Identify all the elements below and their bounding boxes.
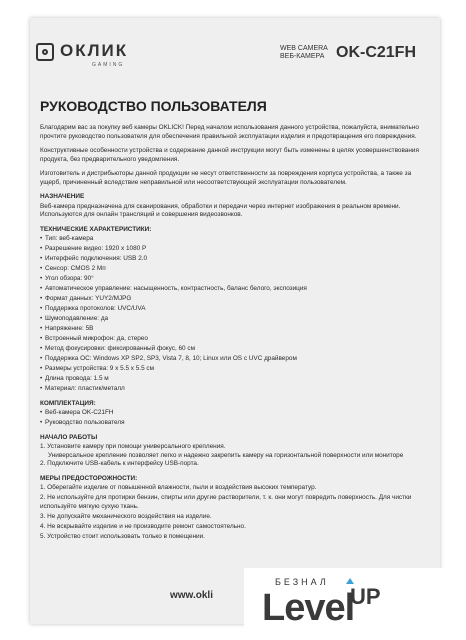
spec-text: Материал: пластик/металл <box>45 385 125 392</box>
spec-text: Длина провода: 1.5 м <box>45 375 109 382</box>
kit-heading: КОМПЛЕКТАЦИЯ: <box>40 399 96 407</box>
spec-text: Интерфейс подключения: USB 2.0 <box>45 255 148 262</box>
spec-text: Встроенный микрофон: да, стерео <box>45 335 148 342</box>
spec-text: Шумоподавление: да <box>45 315 109 322</box>
spec-item: • Угол обзора: 90° <box>40 275 94 282</box>
spec-item: • Напряжение: 5В <box>40 325 94 332</box>
spec-item: • Размеры устройства: 9 x 5.5 x 5.5 см <box>40 365 154 372</box>
intro-paragraph: Благодарим вас за покупку веб камеры OKLICK! Перед началом использования данного устройства, пожалуйста, внимательно прочтите руководство пользователя для обеспечения правильной эксплуатации изделия и предотвращения его повреждения. <box>40 124 419 140</box>
spec-item: • Встроенный микрофон: да, стерео <box>40 335 148 342</box>
safety-item: 3. Не допускайте механического воздействия на изделие. <box>40 512 212 520</box>
oklick-logo-icon <box>36 43 54 61</box>
spec-item: • Автоматическое управление: насыщенность, контрастность, баланс белого, экспозиция <box>40 285 307 292</box>
watermark-logo-text: Level <box>262 587 355 629</box>
spec-item: • Разрешение видео: 1920 x 1080 P <box>40 245 147 252</box>
footer-site: www.okli <box>170 590 213 601</box>
spec-item: • Материал: пластик/металл <box>40 385 125 392</box>
spec-text: Формат данных: YUY2/MJPG <box>45 295 132 302</box>
spec-item: • Шумоподавление: да <box>40 315 109 322</box>
start-step-note: Универсальное крепление позволяет легко и надежно закрепить камеру на горизонтальной поверхности или мониторе <box>48 451 404 459</box>
start-step: 1. Установите камеру при помощи универсального крепления. <box>40 443 226 450</box>
intro-paragraph: Конструктивные особенности устройства и содержание данной инструкции могут быть изменены в целях усовершенствования продукта, без предварительного уведомления. <box>40 147 419 163</box>
safety-item: 5. Устройство стоит использовать только в помещении. <box>40 532 205 540</box>
watermark-small-text: БЕЗНАЛ <box>275 577 329 587</box>
spec-item: • Тип: веб-камера <box>40 235 94 242</box>
model-type-ru: ВЕБ-КАМЕРА <box>280 53 325 60</box>
brand-subtitle: GAMING <box>92 62 125 68</box>
safety-item: 2. Не используйте для протирки бензин, спирты или другие растворители, т. к. они могут повредить поверхность. Для чистки используйте мягкую сухую ткань. <box>40 494 412 510</box>
manual-content <box>40 98 432 543</box>
model-code: OK-C21FH <box>336 44 417 61</box>
safety-heading: МЕРЫ ПРЕДОСТОРОЖНОСТИ: <box>40 474 138 482</box>
manual-header <box>30 18 440 78</box>
intro-paragraph: Изготовитель и дистрибьюторы данной продукции не несут ответственности за повреждения корпуса устройства, а также за ущерб, причиненный вследствие неправильной или несоответствующей эксплуатации пользователем. <box>40 170 412 186</box>
safety-list <box>40 484 432 541</box>
specs-heading: ТЕХНИЧЕСКИЕ ХАРАКТЕРИСТИКИ: <box>40 225 152 233</box>
model-type <box>280 45 328 61</box>
spec-text: Разрешение видео: 1920 x 1080 P <box>45 245 147 252</box>
spec-text: Размеры устройства: 9 x 5.5 x 5.5 см <box>45 365 154 372</box>
start-step: 2. Подключите USB-кабель к интерфейсу USB-порта. <box>40 460 199 467</box>
purpose-text: Веб-камера предназначена для сканирования, обработки и передачи через интернет изображения в реальном времени. Используются для онлайн трансляций и совершения видеозвонков. <box>40 202 401 218</box>
safety-item: 1. Оберегайте изделие от повышенной влажности, пыли и воздействия высоких температур. <box>40 484 317 491</box>
spec-item: • Интерфейс подключения: USB 2.0 <box>40 255 148 262</box>
kit-item: • Руководство пользователя <box>40 419 125 426</box>
spec-text: Тип: веб-камера <box>45 235 94 242</box>
spec-text: Сенсор: CMOS 2 Мп <box>45 265 106 272</box>
watermark-up-text: UP <box>350 584 381 609</box>
manual-page <box>30 18 440 624</box>
model-type-en: WEB CAMERA <box>280 45 328 52</box>
purpose-heading: НАЗНАЧЕНИЕ <box>40 193 85 200</box>
spec-text: Автоматическое управление: насыщенность, контрастность, баланс белого, экспозиция <box>45 285 307 292</box>
kit-text: Руководство пользователя <box>45 419 125 426</box>
spec-item: • Поддержка ОС: Windows XP SP2, SP3, Vista 7, 8, 10; Linux или OS с UVC драйвером <box>40 355 297 362</box>
spec-item: • Поддержка протоколов: UVC/UVA <box>40 305 146 312</box>
spec-item: • Сенсор: CMOS 2 Мп <box>40 265 106 272</box>
document-title: РУКОВОДСТВО ПОЛЬЗОВАТЕЛЯ <box>40 98 267 114</box>
spec-text: Поддержка ОС: Windows XP SP2, SP3, Vista 7, 8, 10; Linux или OS с UVC драйвером <box>45 355 297 362</box>
spec-text: Метод фокусировки: фиксированный фокус, 60 см <box>45 345 195 352</box>
brand-name: ОКЛИК <box>60 41 129 60</box>
spec-item: • Метод фокусировки: фиксированный фокус, 60 см <box>40 345 195 352</box>
spec-item: • Формат данных: YUY2/MJPG <box>40 295 132 302</box>
start-heading: НАЧАЛО РАБОТЫ <box>40 433 98 441</box>
kit-list <box>40 409 432 428</box>
spec-item: • Длина провода: 1.5 м <box>40 375 109 382</box>
kit-item: • Веб-камера OK-C21FH <box>40 409 114 416</box>
kit-text: Веб-камера OK-C21FH <box>45 409 114 416</box>
spec-text: Поддержка протоколов: UVC/UVA <box>45 305 146 312</box>
spec-text: Угол обзора: 90° <box>45 275 94 282</box>
specs-list <box>40 235 432 394</box>
spec-text: Напряжение: 5В <box>45 325 94 332</box>
safety-item: 4. Не вскрывайте изделие и не производите ремонт самостоятельно. <box>40 522 246 530</box>
